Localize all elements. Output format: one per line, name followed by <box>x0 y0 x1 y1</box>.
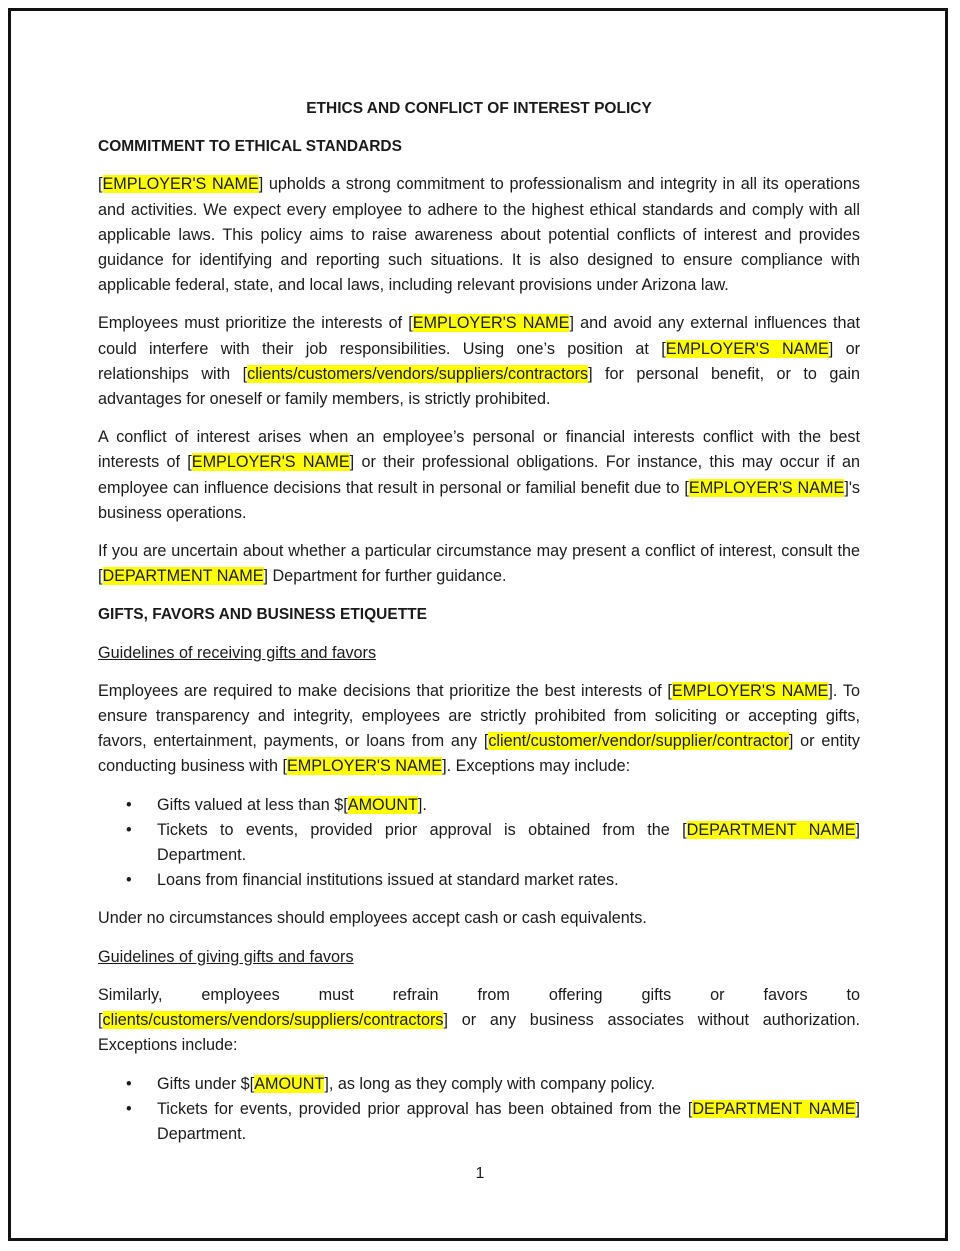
document-title: ETHICS AND CONFLICT OF INTEREST POLICY <box>306 100 652 117</box>
bullet-item <box>98 818 860 868</box>
placeholder-field: EMPLOYER'S NAME <box>191 453 350 472</box>
paragraph-commitment-4 <box>98 539 860 589</box>
placeholder-field: EMPLOYER'S NAME <box>412 314 570 333</box>
subheading-giving-gifts: Guidelines of giving gifts and favors <box>98 947 354 966</box>
text-run: Gifts valued at less than $[ <box>157 795 348 814</box>
text-run: ]. <box>417 795 427 814</box>
document-body <box>98 96 860 1160</box>
text-run: If you are uncertain about whether a particular circumstance may present a conflict of interest, consult the [ <box>98 542 860 586</box>
text-run: Tickets for events, provided prior approval has been obtained from the [ <box>157 1099 693 1118</box>
bullet-item <box>98 868 860 893</box>
text-run: ] or relationships with [ <box>98 339 860 383</box>
placeholder-field: EMPLOYER'S NAME <box>665 339 829 358</box>
bullet-list-giving-exceptions <box>98 1072 860 1148</box>
text-run: ] or entity conducting business with [ <box>98 732 861 776</box>
placeholder-field: client/customer/vendor/supplier/contractor <box>488 732 789 751</box>
text-run: Employees are required to make decisions that prioritize the best interests of [ <box>98 681 672 700</box>
bullet-item <box>98 793 860 818</box>
placeholder-field: EMPLOYER'S NAME <box>688 478 845 497</box>
text-run: Employees must prioritize the interests of [ <box>98 314 413 333</box>
section-heading-gifts: GIFTS, FAVORS AND BUSINESS ETIQUETTE <box>98 606 427 624</box>
text-run: ] Department. <box>157 820 861 865</box>
section-heading-commitment: COMMITMENT TO ETHICAL STANDARDS <box>98 138 402 156</box>
paragraph-commitment-2 <box>98 311 860 412</box>
placeholder-field: AMOUNT <box>254 1074 325 1093</box>
bullet-item <box>98 1072 860 1097</box>
placeholder-field: clients/customers/vendors/suppliers/contractors <box>102 1011 444 1030</box>
text-run: ], as long as they comply with company policy. <box>324 1074 656 1093</box>
text-run: ] for personal benefit, or to gain advantages for oneself or family members, is strictly prohibited. <box>98 364 860 409</box>
page-number: 1 <box>475 1165 485 1182</box>
text-run: A conflict of interest arises when an employee’s personal or financial interests conflict with the best interests of [ <box>98 428 860 472</box>
text-run: Tickets to events, provided prior approval is obtained from the [ <box>157 820 687 839</box>
bullet-icon: • <box>126 820 132 839</box>
text-run: ] or any business associates without authorization. Exceptions include: <box>98 1011 860 1055</box>
text-run: ]. To ensure transparency and integrity, employees are strictly prohibited from soliciting or accepting gifts, favors, entertainment, payments, or loans from any [ <box>98 681 860 751</box>
text-run: ] Department for further guidance. <box>263 567 507 586</box>
text-run: ] Department. <box>157 1099 861 1143</box>
text-run: Similarly, employees must refrain from offering gifts or favors to [ <box>98 985 860 1030</box>
text-run: Loans from financial institutions issued at standard market rates. <box>157 871 619 890</box>
paragraph-cash-note: Under no circumstances should employees accept cash or cash equivalents. <box>98 909 647 928</box>
text-run: ] upholds a strong commitment to professionalism and integrity in all its operations and activities. We expect every employee to adhere to the highest ethical standards and comply with all applicable laws. This policy aims to raise awareness about potential conflicts of interest and provides guidance for identifying and reporting such situations. It is also designed to ensure compliance with applicable federal, state, and local laws, including relevant provisions under Arizona law. <box>98 175 860 295</box>
bullet-item <box>98 1097 860 1147</box>
placeholder-field: EMPLOYER'S NAME <box>286 757 443 776</box>
bullet-icon: • <box>126 1074 132 1093</box>
paragraph-commitment-1 <box>98 172 860 298</box>
paragraph-giving-gifts <box>98 983 860 1059</box>
placeholder-field: AMOUNT <box>347 795 418 814</box>
placeholder-field: DEPARTMENT NAME <box>686 820 856 839</box>
bullet-icon: • <box>126 871 132 890</box>
bullet-icon: • <box>126 795 132 814</box>
placeholder-field: EMPLOYER'S NAME <box>102 175 259 194</box>
text-run: ] and avoid any external influences that could interfere with their job responsibilities. Using one’s position at [ <box>98 314 860 358</box>
text-run: ]'s business operations. <box>98 478 861 522</box>
text-run: ] or their professional obligations. For instance, this may occur if an employee can influence decisions that result in personal or familial benefit due to [ <box>98 453 860 497</box>
placeholder-field: DEPARTMENT NAME <box>102 567 264 586</box>
text-run: [ <box>98 175 103 194</box>
placeholder-field: clients/customers/vendors/suppliers/contractors <box>247 364 589 383</box>
paragraph-commitment-3 <box>98 425 860 526</box>
bullet-icon: • <box>126 1099 132 1118</box>
placeholder-field: DEPARTMENT NAME <box>692 1099 856 1118</box>
placeholder-field: EMPLOYER'S NAME <box>671 681 829 700</box>
text-run: Gifts under $[ <box>157 1074 255 1093</box>
text-run: ]. Exceptions may include: <box>442 757 631 776</box>
bullet-list-receiving-exceptions <box>98 793 860 894</box>
paragraph-receiving-gifts <box>98 679 860 780</box>
subheading-receiving-gifts: Guidelines of receiving gifts and favors <box>98 643 377 662</box>
